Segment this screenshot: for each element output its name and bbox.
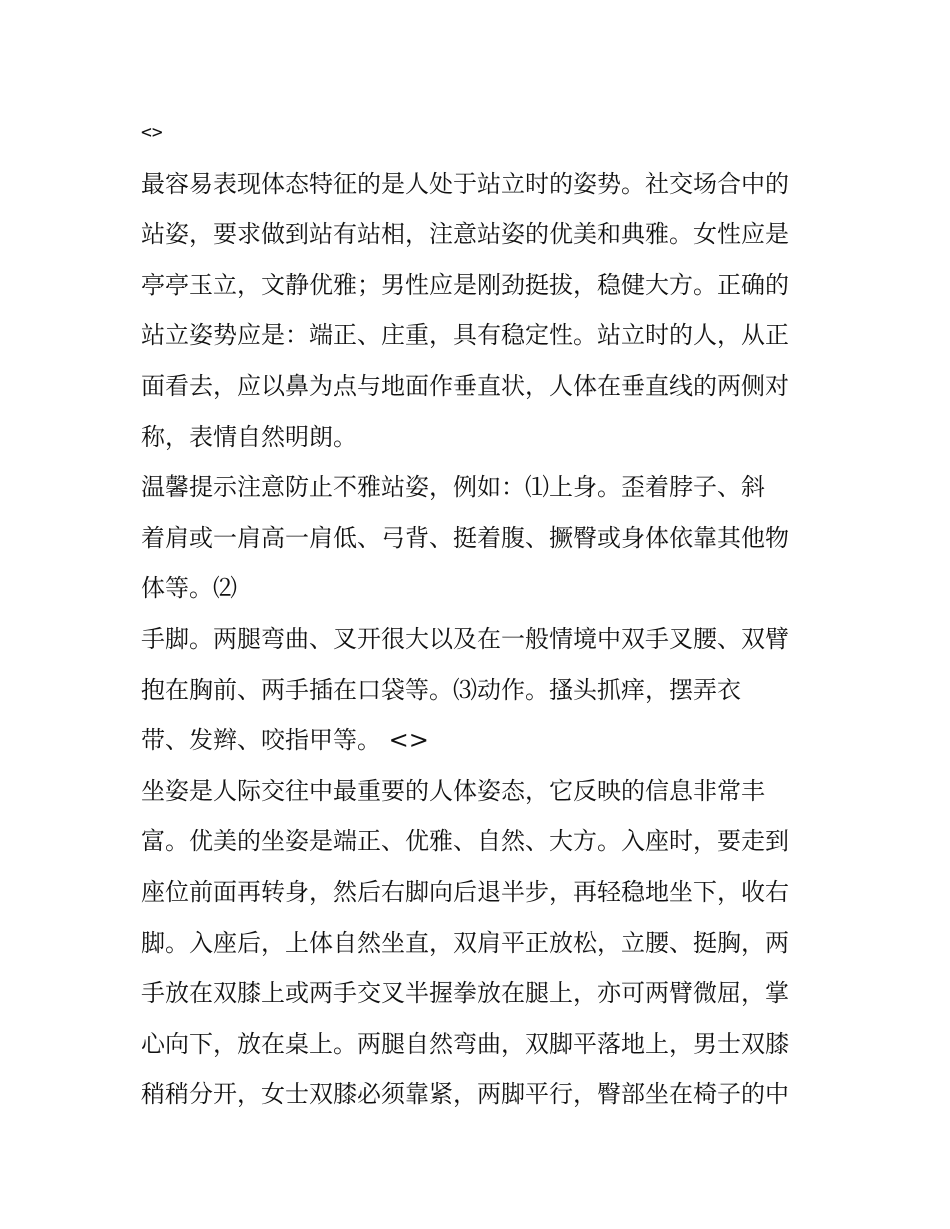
text-line: 脚。入座后，上体自然坐直，双肩平正放松，立腰、挺胸，两	[141, 928, 789, 957]
text-line: 富。优美的坐姿是端正、优雅、自然、大方。入座时，要走到	[141, 827, 789, 856]
text-line: 稍稍分开，女士双膝必须靠紧，两脚平行，臀部坐在椅子的中	[141, 1080, 789, 1109]
text-line: 面看去，应以鼻为点与地面作垂直状，人体在垂直线的两侧对	[141, 371, 789, 400]
text-line: 心向下，放在桌上。两腿自然弯曲，双脚平落地上，男士双膝	[141, 1029, 789, 1058]
text-line: 称，表情自然明朗。	[141, 422, 357, 451]
text-line: 站姿，要求做到站有站相，注意站姿的优美和典雅。女性应是	[141, 220, 789, 249]
text-line: 坐姿是人际交往中最重要的人体姿态，它反映的信息非常丰	[141, 776, 765, 805]
text-line: 带、发辫、咬指甲等。 <>	[141, 726, 429, 755]
document-body	[141, 108, 813, 1120]
section-marker: <>	[141, 122, 163, 143]
text-line: 座位前面再转身，然后右脚向后退半步，再轻稳地坐下，收右	[141, 877, 789, 906]
text-line: 亭亭玉立，文静优雅；男性应是刚劲挺拔，稳健大方。正确的	[141, 270, 789, 299]
text-line: 着肩或一肩高一肩低、弓背、挺着腹、撅臀或身体依靠其他物	[141, 523, 789, 552]
text-line: 温馨提示注意防止不雅站姿，例如：⑴上身。歪着脖子、斜	[141, 473, 765, 502]
text-line: 手脚。两腿弯曲、叉开很大以及在一般情境中双手叉腰、双臂	[141, 624, 789, 653]
text-line: 体等。⑵	[141, 574, 237, 603]
text-line: 手放在双膝上或两手交叉半握拳放在腿上，亦可两臂微屈，掌	[141, 979, 789, 1008]
text-line: 站立姿势应是：端正、庄重，具有稳定性。站立时的人，从正	[141, 321, 789, 350]
text-line: 最容易表现体态特征的是人处于站立时的姿势。社交场合中的	[141, 169, 789, 198]
text-line: 抱在胸前、两手插在口袋等。⑶动作。搔头抓痒，摆弄衣	[141, 675, 741, 704]
